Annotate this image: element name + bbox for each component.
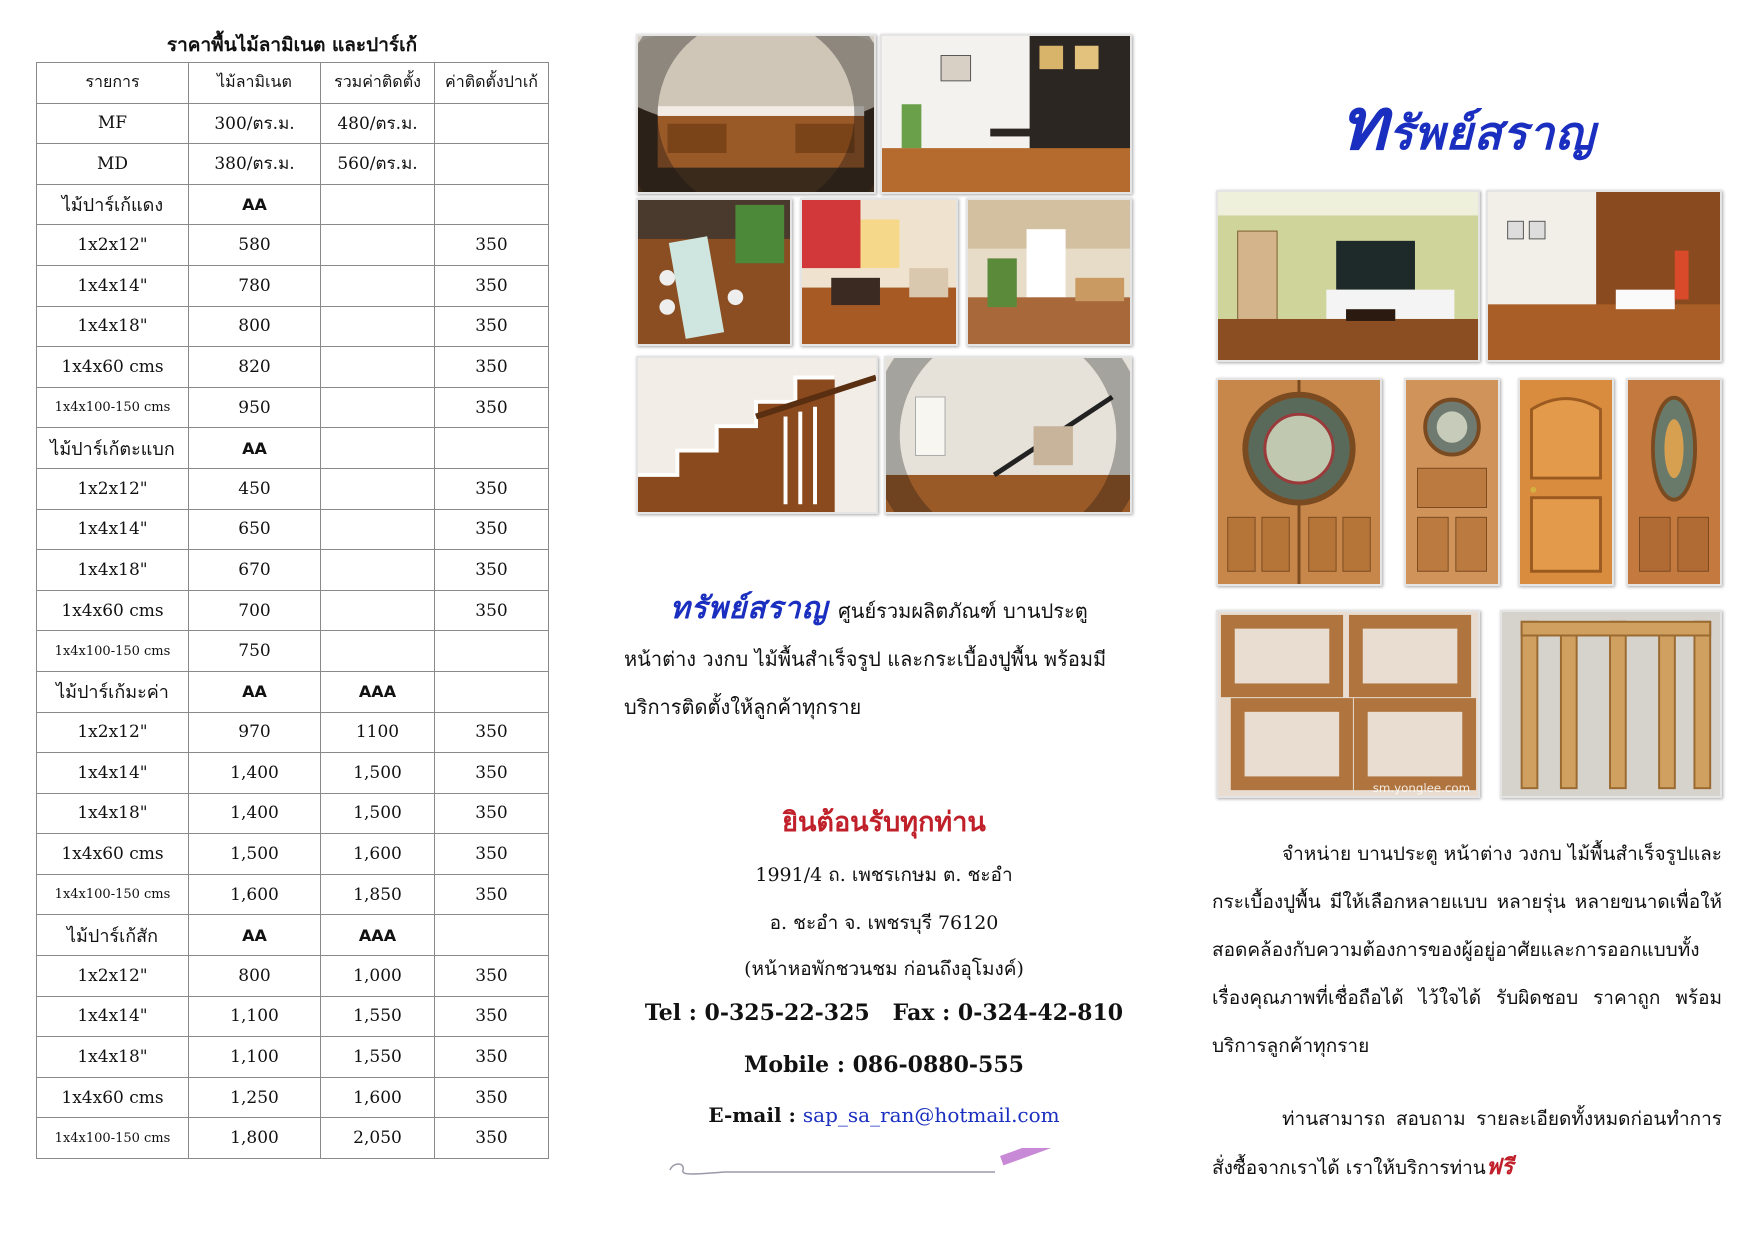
table-row bbox=[37, 590, 549, 631]
cell-parquet-install: 350 bbox=[435, 712, 549, 753]
table-section-row bbox=[37, 428, 549, 469]
cell-parquet-install bbox=[435, 915, 549, 956]
email-link[interactable]: sap_sa_ran@hotmail.com bbox=[802, 1103, 1060, 1127]
cell-with-install: 1,550 bbox=[321, 1037, 435, 1078]
cell-with-install bbox=[321, 347, 435, 388]
cell-item: 1x4x60 cms bbox=[37, 347, 189, 388]
cell-item: 1x4x14" bbox=[37, 509, 189, 550]
photo-staircase bbox=[636, 356, 878, 514]
description-paragraph: จำหน่าย บานประตู หน้าต่าง วงกบ ไม้พื้นสำเร็จรูปและกระเบื้องปูพื้น มีให้เลือกหลายแบบ หลายรุ่น หลายขนาดเพื่อให้สอดคล้องกับความต้องการของผู้อยู่อาศัยและการออกแบบทั้งเรื่องคุณภาพที่เชื่อถือได้ ไว้ใจได้ รับผิดชอบ ราคาถูก พร้อมบริการลูกค้าทุกราย bbox=[1212, 843, 1722, 1057]
cell-laminate: 300/ตร.ม. bbox=[189, 103, 321, 144]
cell-laminate: AA bbox=[189, 184, 321, 225]
cell-laminate: 670 bbox=[189, 550, 321, 591]
cell-laminate: 1,100 bbox=[189, 996, 321, 1037]
photo-door-oval-glass bbox=[1626, 378, 1722, 586]
cell-parquet-install bbox=[435, 671, 549, 712]
photo-kitchen bbox=[636, 34, 876, 194]
table-row bbox=[37, 387, 549, 428]
cell-parquet-install: 350 bbox=[435, 265, 549, 306]
cell-item: 1x4x100-150 cms bbox=[37, 631, 189, 672]
cell-with-install: 1100 bbox=[321, 712, 435, 753]
header-with-install: รวมค่าติดตั้ง bbox=[321, 63, 435, 104]
table-row bbox=[37, 265, 549, 306]
header-item: รายการ bbox=[37, 63, 189, 104]
cell-parquet-install: 350 bbox=[435, 306, 549, 347]
cell-laminate: 750 bbox=[189, 631, 321, 672]
header-parquet-install: ค่าติดตั้งปาเก้ bbox=[435, 63, 549, 104]
table-row bbox=[37, 631, 549, 672]
photo-home-office bbox=[880, 34, 1132, 194]
cell-with-install: 1,550 bbox=[321, 996, 435, 1037]
cell-with-install: 1,600 bbox=[321, 1077, 435, 1118]
cell-parquet-install bbox=[435, 631, 549, 672]
price-table-body bbox=[37, 103, 549, 1158]
cell-with-install: 560/ตร.ม. bbox=[321, 144, 435, 185]
cell-laminate: 650 bbox=[189, 509, 321, 550]
cell-parquet-install: 350 bbox=[435, 225, 549, 266]
cell-item: 1x4x100-150 cms bbox=[37, 387, 189, 428]
cell-laminate: 700 bbox=[189, 590, 321, 631]
table-row bbox=[37, 712, 549, 753]
table-row bbox=[37, 347, 549, 388]
table-row bbox=[37, 1037, 549, 1078]
address-line-1: 1991/4 ถ. เพชรเกษม ต. ชะอำ bbox=[755, 864, 1013, 886]
cell-with-install: AAA bbox=[321, 915, 435, 956]
table-section-row bbox=[37, 671, 549, 712]
free-highlight: ฟรี bbox=[1485, 1154, 1514, 1180]
cell-parquet-install bbox=[435, 184, 549, 225]
brand-title-rest: รัพย์สราญ bbox=[1388, 106, 1596, 160]
table-row bbox=[37, 509, 549, 550]
brand-title bbox=[1340, 66, 1595, 181]
table-row bbox=[37, 956, 549, 997]
cell-item: 1x4x14" bbox=[37, 996, 189, 1037]
pen-underline-icon bbox=[665, 1148, 1075, 1178]
intro-text: ศูนย์รวมผลิตภัณฑ์ บานประตู หน้าต่าง วงกบ ไม้พื้นสำเร็จรูป และกระเบื้องปูพื้น พร้อมมีบริการติดตั้งให้ลูกค้าทุกราย bbox=[624, 599, 1107, 719]
cell-with-install bbox=[321, 550, 435, 591]
cell-laminate: 1,800 bbox=[189, 1118, 321, 1159]
cell-parquet-install bbox=[435, 428, 549, 469]
cell-laminate: 1,250 bbox=[189, 1077, 321, 1118]
cell-item: 1x4x60 cms bbox=[37, 834, 189, 875]
cell-item: ไม้ปาร์เก้มะค่า bbox=[37, 671, 189, 712]
welcome-heading: ยินต้อนรับทุกท่าน bbox=[782, 807, 986, 838]
table-row bbox=[37, 144, 549, 185]
cell-parquet-install: 350 bbox=[435, 753, 549, 794]
cell-item: ไม้ปาร์เก้ตะแบก bbox=[37, 428, 189, 469]
cell-item: 1x4x100-150 cms bbox=[37, 874, 189, 915]
address-line-3: (หน้าหอพักชวนชม ก่อนถึงอุโมงค์) bbox=[744, 958, 1024, 980]
cell-item: 1x4x18" bbox=[37, 1037, 189, 1078]
cell-parquet-install: 350 bbox=[435, 387, 549, 428]
cell-laminate: 950 bbox=[189, 387, 321, 428]
cell-laminate: 970 bbox=[189, 712, 321, 753]
cell-laminate: 1,400 bbox=[189, 753, 321, 794]
cell-item: 1x2x12" bbox=[37, 468, 189, 509]
cell-item: 1x4x60 cms bbox=[37, 1077, 189, 1118]
cell-item: 1x4x18" bbox=[37, 306, 189, 347]
cell-item: 1x2x12" bbox=[37, 225, 189, 266]
cell-item: ไม้ปาร์เก้สัก bbox=[37, 915, 189, 956]
cell-item: 1x4x100-150 cms bbox=[37, 1118, 189, 1159]
cell-with-install bbox=[321, 184, 435, 225]
cell-parquet-install: 350 bbox=[435, 509, 549, 550]
table-row bbox=[37, 468, 549, 509]
cell-laminate: AA bbox=[189, 428, 321, 469]
photo-watermark: sm.yonglee.com bbox=[1372, 781, 1471, 796]
cell-with-install: 1,000 bbox=[321, 956, 435, 997]
address-line-2: อ. ชะอำ จ. เพชรบุรี 76120 bbox=[769, 912, 999, 934]
photo-living-room-red bbox=[800, 198, 958, 346]
photo-door-frames bbox=[1500, 610, 1722, 798]
cell-with-install: 1,500 bbox=[321, 793, 435, 834]
email-line bbox=[624, 1103, 1144, 1127]
cell-parquet-install: 350 bbox=[435, 996, 549, 1037]
cell-laminate: 1,100 bbox=[189, 1037, 321, 1078]
cell-item: 1x2x12" bbox=[37, 956, 189, 997]
cell-parquet-install bbox=[435, 144, 549, 185]
photo-hall-staircase bbox=[884, 356, 1132, 514]
cell-with-install: 2,050 bbox=[321, 1118, 435, 1159]
photo-door-double-glass bbox=[1216, 378, 1382, 586]
table-row bbox=[37, 225, 549, 266]
cell-with-install bbox=[321, 225, 435, 266]
cell-parquet-install: 350 bbox=[435, 956, 549, 997]
price-table-title: ราคาพื้นไม้ลามิเนต และปาร์เก้ bbox=[166, 34, 418, 56]
cell-laminate: 1,500 bbox=[189, 834, 321, 875]
cell-item: 1x4x60 cms bbox=[37, 590, 189, 631]
photo-dining-room bbox=[636, 198, 792, 346]
cell-parquet-install: 350 bbox=[435, 874, 549, 915]
inquiry-text: ท่านสามารถ สอบถาม รายละเอียดทั้งหมดก่อนทำการสั่งซื้อจากเราได้ เราให้บริการท่าน bbox=[1212, 1108, 1722, 1179]
photo-living-room-door bbox=[1216, 190, 1480, 362]
cell-laminate: 450 bbox=[189, 468, 321, 509]
cell-item: 1x2x12" bbox=[37, 712, 189, 753]
cell-laminate: 380/ตร.ม. bbox=[189, 144, 321, 185]
cell-item: ไม้ปาร์เก้แดง bbox=[37, 184, 189, 225]
cell-with-install: 1,500 bbox=[321, 753, 435, 794]
cell-laminate: 580 bbox=[189, 225, 321, 266]
photo-door-plain bbox=[1518, 378, 1614, 586]
cell-laminate: AA bbox=[189, 915, 321, 956]
inquiry-paragraph bbox=[1212, 1095, 1722, 1192]
table-row bbox=[37, 874, 549, 915]
table-row bbox=[37, 306, 549, 347]
table-row bbox=[37, 1118, 549, 1159]
cell-parquet-install: 350 bbox=[435, 468, 549, 509]
cell-item: 1x4x14" bbox=[37, 265, 189, 306]
phone-fax: Tel : 0-325-22-325 Fax : 0-324-42-810 bbox=[644, 1000, 1124, 1026]
photo-window-frames bbox=[1216, 610, 1480, 798]
cell-with-install: 1,600 bbox=[321, 834, 435, 875]
cell-with-install bbox=[321, 468, 435, 509]
table-row bbox=[37, 793, 549, 834]
cell-with-install bbox=[321, 387, 435, 428]
table-row bbox=[37, 996, 549, 1037]
mobile-number: Mobile : 086-0880-555 bbox=[744, 1052, 1024, 1078]
intro-paragraph bbox=[624, 585, 1144, 731]
cell-with-install: 1,850 bbox=[321, 874, 435, 915]
photo-open-kitchen bbox=[966, 198, 1132, 346]
cell-item: 1x4x14" bbox=[37, 753, 189, 794]
cell-with-install bbox=[321, 631, 435, 672]
cell-laminate: 1,400 bbox=[189, 793, 321, 834]
table-row bbox=[37, 550, 549, 591]
cell-parquet-install: 350 bbox=[435, 1037, 549, 1078]
cell-parquet-install: 350 bbox=[435, 834, 549, 875]
brand-title-first-letter: ท bbox=[1340, 82, 1389, 166]
cell-laminate: 800 bbox=[189, 956, 321, 997]
table-section-row bbox=[37, 915, 549, 956]
cell-with-install bbox=[321, 265, 435, 306]
photo-door-round-glass bbox=[1404, 378, 1500, 586]
cell-laminate: 820 bbox=[189, 347, 321, 388]
cell-parquet-install: 350 bbox=[435, 590, 549, 631]
email-label: E-mail : bbox=[708, 1103, 796, 1127]
cell-laminate: 1,600 bbox=[189, 874, 321, 915]
cell-item: 1x4x18" bbox=[37, 793, 189, 834]
table-row bbox=[37, 753, 549, 794]
cell-laminate: 780 bbox=[189, 265, 321, 306]
price-table bbox=[36, 62, 549, 1159]
table-row bbox=[37, 1077, 549, 1118]
cell-with-install bbox=[321, 590, 435, 631]
cell-with-install: 480/ตร.ม. bbox=[321, 103, 435, 144]
cell-parquet-install: 350 bbox=[435, 347, 549, 388]
cell-parquet-install: 350 bbox=[435, 550, 549, 591]
price-table-header-row bbox=[37, 63, 549, 104]
cell-with-install bbox=[321, 509, 435, 550]
intro-brand: ทรัพย์สราญ bbox=[670, 591, 829, 626]
table-row bbox=[37, 103, 549, 144]
cell-item: MF bbox=[37, 103, 189, 144]
cell-parquet-install bbox=[435, 103, 549, 144]
cell-with-install bbox=[321, 428, 435, 469]
table-section-row bbox=[37, 184, 549, 225]
cell-laminate: AA bbox=[189, 671, 321, 712]
cell-item: MD bbox=[37, 144, 189, 185]
cell-parquet-install: 350 bbox=[435, 793, 549, 834]
cell-parquet-install: 350 bbox=[435, 1077, 549, 1118]
table-row bbox=[37, 834, 549, 875]
header-laminate: ไม้ลามิเนต bbox=[189, 63, 321, 104]
cell-parquet-install: 350 bbox=[435, 1118, 549, 1159]
cell-item: 1x4x18" bbox=[37, 550, 189, 591]
cell-laminate: 800 bbox=[189, 306, 321, 347]
photo-wood-room bbox=[1486, 190, 1722, 362]
cell-with-install: AAA bbox=[321, 671, 435, 712]
cell-with-install bbox=[321, 306, 435, 347]
